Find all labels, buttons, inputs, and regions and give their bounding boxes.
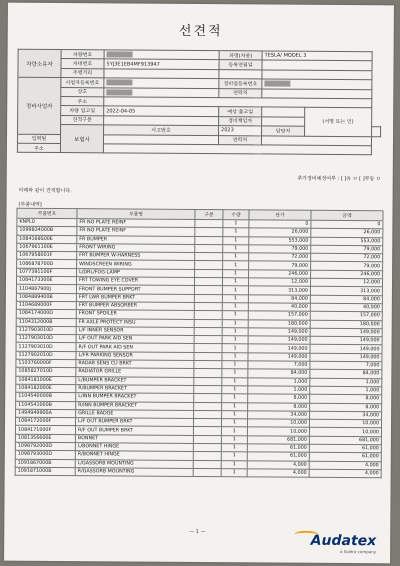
type-cell bbox=[194, 361, 222, 369]
redacted-block bbox=[107, 51, 133, 57]
type-cell bbox=[195, 219, 223, 227]
quantity-cell: 1 bbox=[222, 294, 248, 302]
part-number-cell: 1084172000F bbox=[15, 417, 75, 426]
part-number-cell: 1098793000D bbox=[15, 451, 75, 460]
quantity-cell: 1 bbox=[222, 328, 248, 336]
part-number-cell: 1084171000F bbox=[15, 426, 75, 435]
unit-price-cell: 84,000 bbox=[248, 295, 310, 304]
amount-cell: 34,000 bbox=[310, 411, 382, 420]
type-cell bbox=[194, 319, 222, 327]
manager-value bbox=[262, 117, 305, 127]
part-name-cell: FRT TOWING EYE COVER bbox=[76, 277, 194, 286]
name-label: 상호 bbox=[61, 87, 104, 97]
amount-cell: 553,000 bbox=[311, 237, 383, 246]
part-number-cell: 1067958001F bbox=[17, 251, 77, 260]
type-cell bbox=[193, 460, 221, 468]
part-number-cell: 1086878700D bbox=[17, 260, 77, 269]
unit-price-cell: 40,000 bbox=[248, 303, 310, 312]
part-name-cell: L/F OUT PARK AID SEN bbox=[76, 335, 194, 344]
part-name-cell: FR NO PLATE REINF bbox=[77, 227, 195, 236]
quantity-cell: 1 bbox=[223, 269, 249, 277]
part-number-cell: 1084174000D bbox=[16, 309, 76, 318]
type-cell bbox=[194, 394, 222, 402]
part-name-cell: RADAR SENS CU BRKT bbox=[76, 360, 194, 369]
unit-price-cell: 681,000 bbox=[247, 436, 309, 445]
vehicle-no-label: 차량번호 bbox=[61, 50, 104, 60]
type-cell bbox=[194, 302, 222, 310]
amount-cell: 84,000 bbox=[310, 295, 382, 304]
parts-table bbox=[15, 208, 384, 479]
part-number-cell: 1104867900J bbox=[16, 285, 76, 294]
part-name-cell: R/F OUT PARK AID SEN bbox=[76, 343, 194, 352]
part-number-cell: 1077391100F bbox=[17, 268, 77, 277]
biz-no-label: 사업자등록번호 bbox=[61, 78, 104, 88]
logo-name: Audatex bbox=[310, 532, 377, 550]
quantity-cell: 1 bbox=[222, 361, 248, 369]
part-number-cell: 1084173300E bbox=[16, 276, 76, 285]
redacted-block bbox=[106, 79, 132, 85]
part-number-cell: 1081356600E bbox=[15, 434, 75, 443]
quantity-cell: 1 bbox=[223, 228, 249, 236]
amount-cell: 26,000 bbox=[311, 229, 383, 238]
part-name-cell: R/GASSORB MOUNTING bbox=[75, 468, 193, 477]
address-label: 주소 bbox=[61, 96, 104, 106]
part-number-cell: 1099834000B bbox=[17, 227, 77, 236]
type-cell bbox=[193, 452, 221, 460]
part-number-cell: 1127903010D bbox=[16, 343, 76, 352]
part-name-cell: L/INN BUMPER BRACKET bbox=[76, 393, 194, 402]
part-name-cell: BONNET bbox=[75, 434, 193, 443]
part-name-cell: L/DRL/FOG-LAMP bbox=[77, 268, 195, 277]
amount-cell: 8,000 bbox=[310, 395, 382, 404]
type-cell bbox=[194, 311, 222, 319]
unit-price-cell: 0 bbox=[249, 220, 311, 229]
logo-subtitle: a Solera company bbox=[340, 548, 377, 555]
quantity-cell: 1 bbox=[221, 427, 247, 435]
quantity-cell: 1 bbox=[221, 460, 247, 468]
part-name-cell: R/INN BUMPER BRACKET bbox=[76, 401, 194, 410]
amount-cell: 79,000 bbox=[311, 262, 383, 271]
unit-price-cell: 26,000 bbox=[249, 228, 311, 237]
amount-cell: 180,000 bbox=[310, 320, 382, 329]
column-header: 단가 bbox=[249, 210, 311, 220]
quantity-cell: 1 bbox=[222, 278, 248, 286]
unit-price-cell: 149,000 bbox=[248, 344, 310, 353]
unit-price-cell: 4,000 bbox=[247, 469, 309, 478]
amount-cell: 10,000 bbox=[309, 428, 381, 437]
amount-cell: 1,000 bbox=[310, 378, 382, 387]
mileage-label: 주행거리 bbox=[61, 68, 104, 78]
unit-price-cell: 313,000 bbox=[248, 286, 310, 295]
unit-price-cell: 180,000 bbox=[248, 319, 310, 328]
part-name-cell: FRONT WIRING bbox=[77, 244, 195, 253]
amount-cell: 149,000 bbox=[310, 328, 382, 337]
quantity-cell: 1 bbox=[221, 419, 247, 427]
part-number-cell: 1084168S00E bbox=[17, 235, 77, 244]
unit-price-cell: 61,000 bbox=[247, 444, 309, 453]
type-cell bbox=[194, 327, 222, 335]
amount-cell: 12,000 bbox=[310, 278, 382, 287]
contact-label: 연락처 bbox=[219, 88, 262, 98]
amount-cell: 157,000 bbox=[310, 312, 382, 321]
quantity-cell: 1 bbox=[223, 253, 249, 261]
amount-cell: 72,000 bbox=[311, 253, 383, 262]
part-name-cell: L/FR PARKING SENSOR bbox=[76, 351, 194, 360]
amount-cell: 7,000 bbox=[310, 361, 382, 370]
quote-type-label: 견적구분 bbox=[61, 115, 104, 125]
type-cell bbox=[195, 261, 223, 269]
amount-cell: 4,000 bbox=[309, 469, 381, 478]
part-name-cell: L/F INNER SENSOR bbox=[76, 327, 194, 336]
type-cell bbox=[195, 253, 223, 261]
quantity-cell: 1 bbox=[222, 319, 248, 327]
table-row bbox=[15, 467, 381, 478]
extra-charge-note: 추가정비예정여부 : [ ]유 ㅁ [ ]무등 ㅁ bbox=[297, 175, 381, 183]
part-name-cell: L/BONNET HINGE bbox=[75, 443, 193, 452]
type-cell bbox=[194, 352, 222, 360]
quantity-cell: 1 bbox=[222, 377, 248, 385]
quantity-cell: 1 bbox=[221, 444, 247, 452]
amount-cell: 149,000 bbox=[310, 353, 382, 362]
vehicle-name-value: TESLA/ MODEL 3 bbox=[262, 51, 372, 61]
part-name-cell: WINDSCREEN WIRING bbox=[77, 260, 195, 269]
intro-text: 아래와 같이 견적합니다. bbox=[18, 187, 72, 195]
quantity-cell: 1 bbox=[223, 236, 249, 244]
type-cell bbox=[195, 228, 223, 236]
type-cell bbox=[193, 443, 221, 451]
amount-cell: 8,000 bbox=[310, 403, 382, 412]
unit-price-cell: 84,000 bbox=[248, 369, 310, 378]
manager-label: 정비책임자 bbox=[219, 116, 262, 126]
amount-cell: 40,000 bbox=[310, 303, 382, 312]
quantity-cell: 1 bbox=[222, 286, 248, 294]
unit-price-cell: 246,000 bbox=[249, 270, 311, 279]
quantity-cell: 1 bbox=[222, 369, 248, 377]
vehicle-name-label: 차명(차종) bbox=[219, 51, 262, 61]
logo-swoosh bbox=[294, 531, 318, 539]
quantity-cell: 1 bbox=[222, 386, 248, 394]
type-cell bbox=[193, 427, 221, 435]
reg-date-label: 등록연월일 bbox=[219, 60, 262, 70]
amount-cell: 10,000 bbox=[309, 419, 381, 428]
part-number-cell: 1084181000E bbox=[16, 376, 76, 385]
parts-section-label: [부품내역] bbox=[18, 201, 42, 208]
unit-price-cell: 149,000 bbox=[248, 336, 310, 345]
unit-price-cell: 1,000 bbox=[248, 377, 310, 386]
part-number-cell: 1085827010D bbox=[16, 368, 76, 377]
type-cell bbox=[195, 236, 223, 244]
accident-no-value: 2023 bbox=[219, 126, 262, 136]
type-cell bbox=[194, 377, 222, 385]
amount-cell: 79,000 bbox=[311, 245, 383, 254]
unit-price-cell: 8,000 bbox=[248, 402, 310, 411]
amount-cell: 4,000 bbox=[309, 461, 381, 470]
part-name-cell: R/F OUT BUMPER BRKT bbox=[75, 426, 193, 435]
column-header: 수량 bbox=[223, 210, 249, 220]
part-number-cell: 1104540000B bbox=[16, 392, 76, 401]
unit-price-cell: 10,000 bbox=[247, 427, 309, 436]
unit-price-cell: 553,000 bbox=[249, 236, 311, 245]
amount-cell: 246,000 bbox=[311, 270, 383, 279]
owner-group-label: 차량소유자 bbox=[18, 49, 61, 77]
part-name-cell: FRONT SPOILER bbox=[76, 310, 194, 319]
vin-value: 5YJ3E1EB4MF913947 bbox=[104, 59, 219, 69]
entry-date-label: 차량 입고일 bbox=[61, 106, 104, 116]
quantity-cell: 1 bbox=[223, 220, 249, 228]
type-cell bbox=[193, 468, 221, 476]
entry-date-value: 2022-04-05 bbox=[104, 106, 219, 116]
header-info-table bbox=[17, 49, 382, 156]
shop-group-label: 정비사업자 bbox=[18, 77, 61, 134]
type-cell bbox=[193, 419, 221, 427]
amount-cell: 84,000 bbox=[310, 370, 382, 379]
part-number-cell: 1084182000E bbox=[16, 384, 76, 393]
part-number-cell: 1127903010D bbox=[16, 334, 76, 343]
part-number-cell: 1091871000B bbox=[15, 467, 75, 476]
column-header: 구분 bbox=[195, 209, 223, 219]
quantity-cell: 1 bbox=[221, 469, 247, 477]
unit-price-cell: 79,000 bbox=[249, 261, 311, 270]
expected-out-label: 예상 출고일 bbox=[219, 107, 262, 117]
part-name-cell: FR AXLE PROTECT INSU bbox=[76, 318, 194, 327]
part-number-cell: 1067961100E bbox=[17, 243, 77, 252]
type-cell bbox=[194, 294, 222, 302]
quantity-cell: 1 bbox=[222, 402, 248, 410]
quantity-cell: 1 bbox=[222, 311, 248, 319]
part-name-cell: FR BUMPER bbox=[77, 235, 195, 244]
unit-price-cell: 79,000 bbox=[249, 245, 311, 254]
insurer-address-label: 주소 bbox=[17, 143, 60, 153]
unit-price-cell: 10,000 bbox=[247, 419, 309, 428]
part-name-cell: FRT BUMPER ABSORBER bbox=[76, 302, 194, 311]
unit-price-cell: 1,000 bbox=[248, 386, 310, 395]
type-cell bbox=[195, 244, 223, 252]
audatex-logo bbox=[311, 533, 377, 554]
accident-no-label: 사고번호 bbox=[104, 125, 219, 135]
quantity-cell: 1 bbox=[222, 352, 248, 360]
redacted-block bbox=[264, 81, 290, 87]
part-name-cell: L/F OUT BUMPER BRKT bbox=[75, 418, 193, 427]
type-cell bbox=[194, 369, 222, 377]
quantity-cell: 1 bbox=[221, 452, 247, 460]
redacted-block bbox=[106, 89, 132, 95]
expected-out-value bbox=[262, 107, 305, 117]
part-name-cell: FR NO PLATE REINF bbox=[77, 219, 195, 228]
part-name-cell: L/GASSORB MOUNTING bbox=[75, 459, 193, 468]
unit-price-cell: 72,000 bbox=[249, 253, 311, 262]
in-charge-label: 입력팀 bbox=[17, 134, 60, 144]
part-number-cell: 1084889400B bbox=[16, 293, 76, 302]
part-name-cell: RADIATOR GRILLE bbox=[76, 368, 194, 377]
part-name-cell: FRT BUMPER W-HARNESS bbox=[77, 252, 195, 261]
part-name-cell: FRONT BUMPER SUPPORT bbox=[76, 285, 194, 294]
part-name-cell: R/BUMPER BRACKET bbox=[76, 385, 194, 394]
type-cell bbox=[195, 269, 223, 277]
amount-cell: 0 bbox=[311, 220, 383, 229]
unit-price-cell: 7,000 bbox=[248, 361, 310, 370]
part-number-cell: 1104541000B bbox=[16, 401, 76, 410]
quantity-cell: 1 bbox=[222, 410, 248, 418]
vin-label: 차대번호 bbox=[61, 59, 104, 69]
amount-cell: 61,000 bbox=[309, 444, 381, 453]
type-cell bbox=[194, 385, 222, 393]
part-name-cell: FRT LWR BUMPER BRKT bbox=[76, 293, 194, 302]
type-cell bbox=[194, 286, 222, 294]
part-number-cell: KNPL0 bbox=[17, 218, 77, 227]
type-cell bbox=[194, 278, 222, 286]
document-title: 선견적 bbox=[178, 23, 223, 40]
unit-price-cell: 149,000 bbox=[248, 328, 310, 337]
shop-reg-label: 정비업등록번호 bbox=[219, 79, 262, 89]
part-name-cell: L/BUMPER BRACKET bbox=[76, 376, 194, 385]
type-cell bbox=[194, 402, 222, 410]
page-number: — 1 — bbox=[189, 528, 206, 536]
type-cell bbox=[194, 410, 222, 418]
claim-manager-label: 담당자 bbox=[262, 126, 305, 136]
quantity-cell: 1 bbox=[222, 303, 248, 311]
unit-price-cell: 4,000 bbox=[247, 460, 309, 469]
insurer-address-value bbox=[103, 144, 371, 155]
unit-price-cell: 61,000 bbox=[247, 452, 309, 461]
unit-price-cell: 157,000 bbox=[248, 311, 310, 320]
amount-cell: 149,000 bbox=[310, 336, 382, 345]
amount-cell: 149,000 bbox=[310, 345, 382, 354]
column-header: 금액 bbox=[311, 210, 383, 221]
part-number-cell: 1104312000B bbox=[16, 318, 76, 327]
part-number-cell: 1104689000F bbox=[16, 301, 76, 310]
part-number-cell: 1103760000F bbox=[16, 359, 76, 368]
unit-price-cell: 8,000 bbox=[248, 394, 310, 403]
unit-price-cell: 149,000 bbox=[248, 353, 310, 362]
type-cell bbox=[194, 336, 222, 344]
amount-cell: 61,000 bbox=[309, 453, 381, 462]
blank-cell bbox=[219, 69, 262, 79]
column-header: 부품명 bbox=[77, 209, 195, 220]
part-name-cell: R/BONNET HINGE bbox=[75, 451, 193, 460]
amount-cell: 313,000 bbox=[310, 287, 382, 296]
quantity-cell: 1 bbox=[222, 336, 248, 344]
sign-note: (서명 또는 인) bbox=[305, 108, 372, 137]
unit-price-cell: 12,000 bbox=[248, 278, 310, 287]
claim-manager-value bbox=[371, 127, 380, 136]
quantity-cell: 1 bbox=[223, 245, 249, 253]
insurer-group-label: 보험사 bbox=[60, 125, 103, 153]
part-number-cell: 1494949900A bbox=[16, 409, 76, 418]
column-header: 부품번호 bbox=[17, 208, 77, 218]
part-number-cell: 1127902010D bbox=[16, 351, 76, 360]
part-name-cell: GRILLE BADGE bbox=[76, 409, 194, 418]
amount-cell: 1,000 bbox=[310, 386, 382, 395]
quantity-cell: 1 bbox=[222, 394, 248, 402]
part-number-cell: 1098792000D bbox=[15, 442, 75, 451]
estimate-document bbox=[4, 3, 394, 564]
amount-cell: 681,000 bbox=[309, 436, 381, 445]
part-number-cell: 1091867000B bbox=[15, 459, 75, 468]
type-cell bbox=[193, 435, 221, 443]
quantity-cell: 1 bbox=[222, 344, 248, 352]
part-number-cell: 1127903010D bbox=[16, 326, 76, 335]
quantity-cell: 1 bbox=[223, 261, 249, 269]
quantity-cell: 1 bbox=[221, 435, 247, 443]
phone-label: 연락처 bbox=[218, 135, 261, 145]
type-cell bbox=[194, 344, 222, 352]
unit-price-cell: 34,000 bbox=[248, 411, 310, 420]
